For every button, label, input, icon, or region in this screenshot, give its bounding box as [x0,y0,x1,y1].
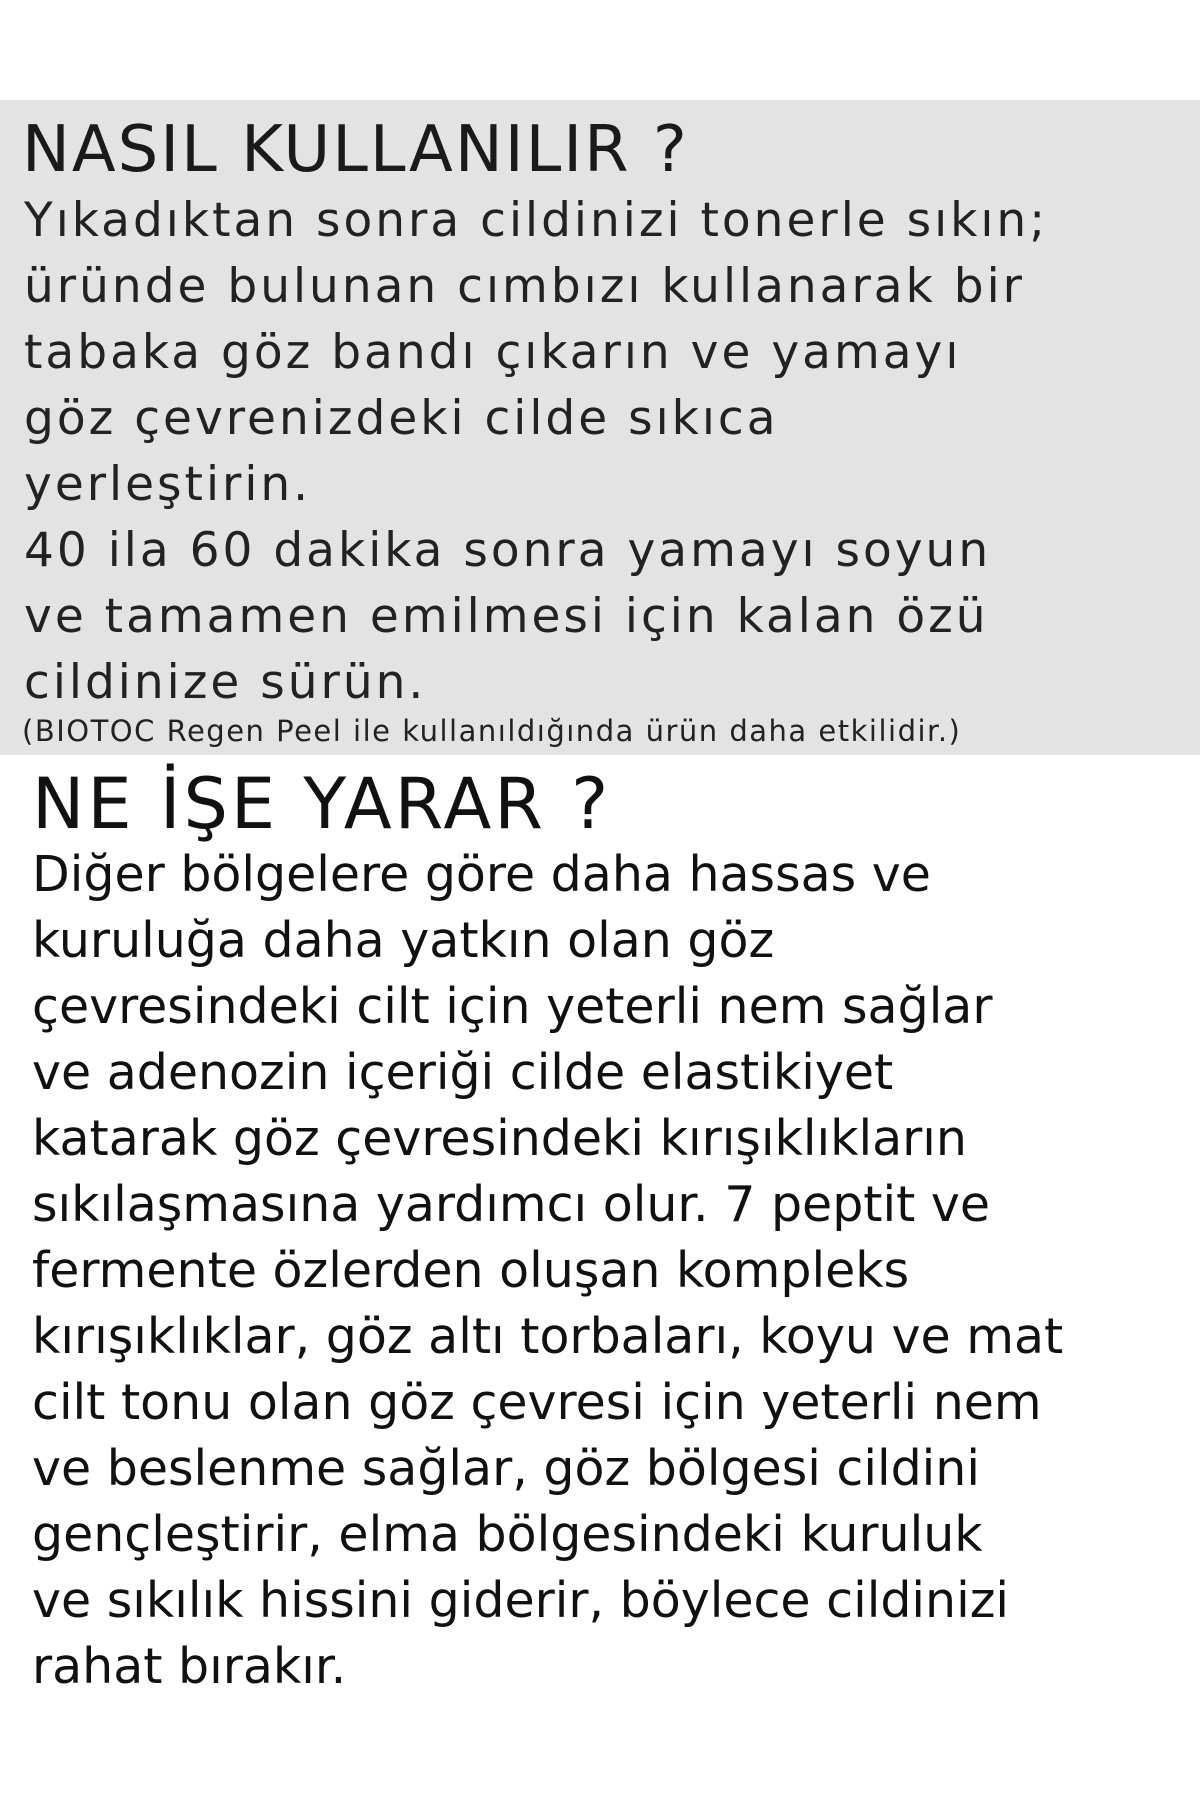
usage-note: (BIOTOC Regen Peel ile kullanıldığında ürün daha etkilidir.) [22,714,962,748]
usage-line: göz çevrenizdeki cilde sıkıca [24,391,779,446]
benefit-line: cilt tonu olan göz çevresi için yeterli nem [32,1374,1042,1431]
usage-instructions [24,188,1194,716]
benefit-line: ve beslenme sağlar, göz bölgesi cildini [32,1440,980,1497]
benefit-description [32,842,1192,1700]
benefit-line: rahat bırakır. [32,1638,347,1695]
usage-line: ve tamamen emilmesi için kalan özü [24,589,989,644]
benefit-line: kuruluğa daha yatkın olan göz [32,912,775,969]
usage-line: tabaka göz bandı çıkarın ve yamayı [24,325,962,380]
benefit-line: gençleştirir, elma bölgesindeki kuruluk [32,1506,983,1563]
benefit-line: ve adenozin içeriği cilde elastikiyet [32,1044,894,1101]
usage-line: cildinize sürün. [24,655,427,710]
usage-line: üründe bulunan cımbızı kullanarak bir [24,259,1025,314]
usage-title: NASIL KULLANILIR ? [22,113,689,187]
benefit-line: ve sıkılık hissini giderir, böylece cildinizi [32,1572,1010,1629]
benefit-line: kırışıklıklar, göz altı torbaları, koyu ve mat [32,1308,1064,1365]
benefit-line: Diğer bölgelere göre daha hassas ve [32,846,931,903]
usage-line: 40 ila 60 dakika sonra yamayı soyun [24,523,992,578]
benefit-line: fermente özlerden oluşan kompleks [32,1242,910,1299]
benefit-line: sıkılaşmasına yardımcı olur. 7 peptit ve [32,1176,991,1233]
benefit-line: katarak göz çevresindeki kırışıklıkların [32,1110,967,1167]
usage-line: Yıkadıktan sonra cildinizi tonerle sıkın; [24,193,1049,248]
benefit-title: NE İŞE YARAR ? [32,763,612,845]
usage-line: yerleştirin. [24,457,312,512]
benefit-line: çevresindeki cilt için yeterli nem sağlar [32,978,993,1035]
